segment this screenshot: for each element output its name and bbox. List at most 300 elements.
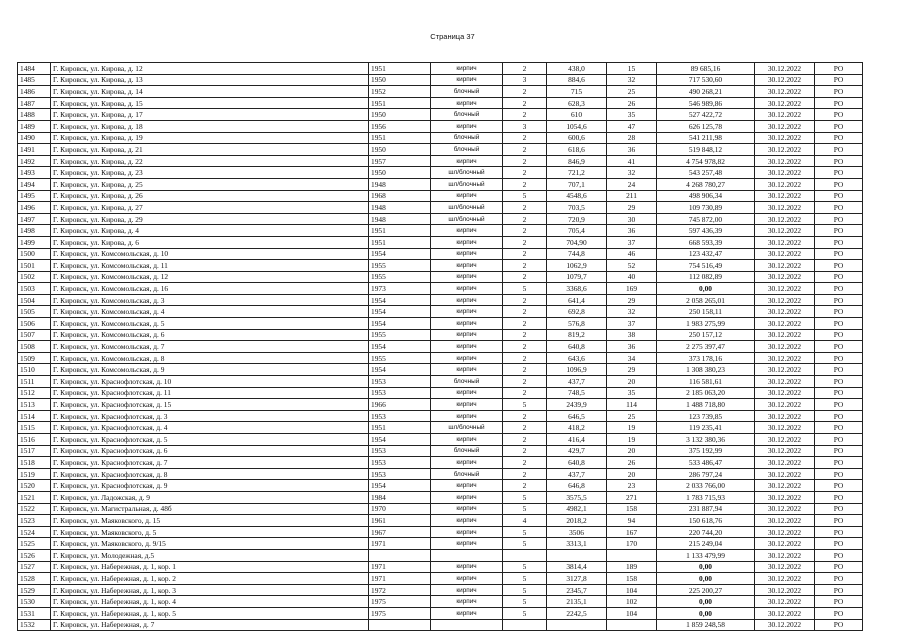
- method-cell: РО: [815, 144, 863, 156]
- address-cell: Г. Кировск, ул. Кирова, д. 26: [51, 190, 369, 202]
- apartments-cell: 32: [607, 74, 657, 86]
- row-number-cell: 1494: [18, 178, 51, 190]
- date-cell: 30.12.2022: [755, 109, 815, 121]
- date-cell: 30.12.2022: [755, 306, 815, 318]
- year-built-cell: 1948: [369, 178, 431, 190]
- method-cell: РО: [815, 155, 863, 167]
- apartments-cell: 19: [607, 434, 657, 446]
- row-number-cell: 1521: [18, 491, 51, 503]
- area-cell: 2439,9: [547, 399, 607, 411]
- wall-material-cell: кирпич: [431, 457, 503, 469]
- table-row: [18, 132, 863, 144]
- wall-material-cell: кирпич: [431, 236, 503, 248]
- row-number-cell: 1513: [18, 399, 51, 411]
- address-cell: Г. Кировск, ул. Кирова, д. 22: [51, 155, 369, 167]
- row-number-cell: 1527: [18, 561, 51, 573]
- cost-cell: 0,00: [657, 596, 755, 608]
- address-cell: Г. Кировск, ул. Краснофлотская, д. 6: [51, 445, 369, 457]
- year-built-cell: 1955: [369, 329, 431, 341]
- method-cell: РО: [815, 468, 863, 480]
- year-built-cell: 1948: [369, 213, 431, 225]
- address-cell: Г. Кировск, ул. Краснофлотская, д. 9: [51, 480, 369, 492]
- date-cell: 30.12.2022: [755, 352, 815, 364]
- row-number-cell: 1496: [18, 202, 51, 214]
- address-cell: Г. Кировск, ул. Краснофлотская, д. 3: [51, 410, 369, 422]
- area-cell: 418,2: [547, 422, 607, 434]
- cost-cell: 89 685,16: [657, 63, 755, 75]
- date-cell: 30.12.2022: [755, 271, 815, 283]
- cost-cell: 668 593,39: [657, 236, 755, 248]
- date-cell: 30.12.2022: [755, 457, 815, 469]
- area-cell: 707,1: [547, 178, 607, 190]
- table-row: [18, 422, 863, 434]
- method-cell: РО: [815, 120, 863, 132]
- address-cell: Г. Кировск, ул. Краснофлотская, д. 5: [51, 434, 369, 446]
- table-row: [18, 457, 863, 469]
- row-number-cell: 1506: [18, 318, 51, 330]
- date-cell: 30.12.2022: [755, 329, 815, 341]
- wall-material-cell: блочный: [431, 376, 503, 388]
- area-cell: 4982,1: [547, 503, 607, 515]
- address-cell: Г. Кировск, ул. Набережная, д. 1, кор. 2: [51, 573, 369, 585]
- year-built-cell: 1951: [369, 422, 431, 434]
- cost-cell: 0,00: [657, 561, 755, 573]
- wall-material-cell: шл/блочный: [431, 422, 503, 434]
- method-cell: РО: [815, 318, 863, 330]
- floors-cell: 2: [503, 445, 547, 457]
- date-cell: 30.12.2022: [755, 376, 815, 388]
- date-cell: 30.12.2022: [755, 213, 815, 225]
- area-cell: 720,9: [547, 213, 607, 225]
- date-cell: 30.12.2022: [755, 190, 815, 202]
- apartments-cell: 104: [607, 584, 657, 596]
- date-cell: 30.12.2022: [755, 434, 815, 446]
- year-built-cell: 1971: [369, 561, 431, 573]
- address-cell: Г. Кировск, ул. Магистральная, д. 48б: [51, 503, 369, 515]
- floors-cell: [503, 549, 547, 561]
- method-cell: РО: [815, 225, 863, 237]
- table-row: [18, 236, 863, 248]
- cost-cell: 3 132 380,36: [657, 434, 755, 446]
- wall-material-cell: блочный: [431, 468, 503, 480]
- wall-material-cell: кирпич: [431, 410, 503, 422]
- row-number-cell: 1500: [18, 248, 51, 260]
- wall-material-cell: шл/блочный: [431, 167, 503, 179]
- address-cell: Г. Кировск, ул. Кирова, д. 18: [51, 120, 369, 132]
- table-row: [18, 225, 863, 237]
- apartments-cell: [607, 619, 657, 631]
- apartments-cell: 35: [607, 387, 657, 399]
- method-cell: РО: [815, 167, 863, 179]
- date-cell: 30.12.2022: [755, 561, 815, 573]
- method-cell: РО: [815, 399, 863, 411]
- wall-material-cell: кирпич: [431, 503, 503, 515]
- date-cell: 30.12.2022: [755, 283, 815, 295]
- apartments-cell: 52: [607, 260, 657, 272]
- row-number-cell: 1523: [18, 515, 51, 527]
- wall-material-cell: кирпич: [431, 341, 503, 353]
- cost-cell: 1 488 718,80: [657, 399, 755, 411]
- address-cell: Г. Кировск, ул. Комсомольская, д. 11: [51, 260, 369, 272]
- year-built-cell: 1952: [369, 86, 431, 98]
- address-cell: Г. Кировск, ул. Комсомольская, д. 7: [51, 341, 369, 353]
- floors-cell: 2: [503, 260, 547, 272]
- row-number-cell: 1529: [18, 584, 51, 596]
- area-cell: 2135,1: [547, 596, 607, 608]
- table-row: [18, 213, 863, 225]
- date-cell: 30.12.2022: [755, 468, 815, 480]
- apartments-cell: 32: [607, 167, 657, 179]
- method-cell: РО: [815, 619, 863, 631]
- apartments-cell: 40: [607, 271, 657, 283]
- apartments-cell: [607, 549, 657, 561]
- floors-cell: 5: [503, 399, 547, 411]
- table-row: [18, 503, 863, 515]
- area-cell: 3368,6: [547, 283, 607, 295]
- address-cell: Г. Кировск, ул. Комсомольская, д. 9: [51, 364, 369, 376]
- cost-cell: 375 192,99: [657, 445, 755, 457]
- area-cell: 646,8: [547, 480, 607, 492]
- apartments-cell: 37: [607, 236, 657, 248]
- floors-cell: 2: [503, 225, 547, 237]
- floors-cell: 2: [503, 236, 547, 248]
- address-cell: Г. Кировск, ул. Маяковского, д. 9/15: [51, 538, 369, 550]
- row-number-cell: 1510: [18, 364, 51, 376]
- date-cell: 30.12.2022: [755, 236, 815, 248]
- apartments-cell: 30: [607, 213, 657, 225]
- date-cell: 30.12.2022: [755, 619, 815, 631]
- floors-cell: 2: [503, 271, 547, 283]
- address-cell: Г. Кировск, ул. Набережная, д. 7: [51, 619, 369, 631]
- cost-cell: 2 185 063,20: [657, 387, 755, 399]
- wall-material-cell: кирпич: [431, 561, 503, 573]
- cost-cell: 1 133 479,99: [657, 549, 755, 561]
- row-number-cell: 1497: [18, 213, 51, 225]
- address-cell: Г. Кировск, ул. Краснофлотская, д. 15: [51, 399, 369, 411]
- address-cell: Г. Кировск, ул. Кирова, д. 13: [51, 74, 369, 86]
- area-cell: 1062,9: [547, 260, 607, 272]
- wall-material-cell: кирпич: [431, 97, 503, 109]
- floors-cell: 2: [503, 341, 547, 353]
- method-cell: РО: [815, 202, 863, 214]
- area-cell: 437,7: [547, 468, 607, 480]
- date-cell: 30.12.2022: [755, 410, 815, 422]
- area-cell: 643,6: [547, 352, 607, 364]
- method-cell: РО: [815, 132, 863, 144]
- area-cell: 819,2: [547, 329, 607, 341]
- wall-material-cell: кирпич: [431, 491, 503, 503]
- cost-cell: 250 158,11: [657, 306, 755, 318]
- address-cell: Г. Кировск, ул. Краснофлотская, д. 10: [51, 376, 369, 388]
- cost-cell: 543 257,48: [657, 167, 755, 179]
- address-cell: Г. Кировск, ул. Ладожская, д. 9: [51, 491, 369, 503]
- floors-cell: 2: [503, 132, 547, 144]
- row-number-cell: 1511: [18, 376, 51, 388]
- wall-material-cell: кирпич: [431, 155, 503, 167]
- row-number-cell: 1502: [18, 271, 51, 283]
- method-cell: РО: [815, 86, 863, 98]
- table-row: [18, 491, 863, 503]
- year-built-cell: 1953: [369, 410, 431, 422]
- table-row: [18, 573, 863, 585]
- method-cell: РО: [815, 596, 863, 608]
- floors-cell: 2: [503, 248, 547, 260]
- method-cell: РО: [815, 74, 863, 86]
- wall-material-cell: кирпич: [431, 399, 503, 411]
- year-built-cell: 1953: [369, 387, 431, 399]
- wall-material-cell: кирпич: [431, 596, 503, 608]
- row-number-cell: 1501: [18, 260, 51, 272]
- method-cell: РО: [815, 63, 863, 75]
- address-cell: Г. Кировск, ул. Кирова, д. 25: [51, 178, 369, 190]
- floors-cell: 3: [503, 120, 547, 132]
- area-cell: 4548,6: [547, 190, 607, 202]
- cost-cell: 116 581,61: [657, 376, 755, 388]
- wall-material-cell: кирпич: [431, 294, 503, 306]
- area-cell: 3575,5: [547, 491, 607, 503]
- area-cell: 1079,7: [547, 271, 607, 283]
- date-cell: 30.12.2022: [755, 445, 815, 457]
- row-number-cell: 1508: [18, 341, 51, 353]
- table-row: [18, 387, 863, 399]
- address-cell: Г. Кировск, ул. Комсомольская, д. 16: [51, 283, 369, 295]
- wall-material-cell: кирпич: [431, 248, 503, 260]
- wall-material-cell: кирпич: [431, 190, 503, 202]
- method-cell: РО: [815, 515, 863, 527]
- apartments-cell: 20: [607, 468, 657, 480]
- apartments-cell: 28: [607, 132, 657, 144]
- cost-cell: 4 268 780,27: [657, 178, 755, 190]
- address-cell: Г. Кировск, ул. Маяковского, д. 15: [51, 515, 369, 527]
- row-number-cell: 1498: [18, 225, 51, 237]
- year-built-cell: 1951: [369, 63, 431, 75]
- table-row: [18, 549, 863, 561]
- row-number-cell: 1491: [18, 144, 51, 156]
- cost-cell: 1 859 248,58: [657, 619, 755, 631]
- apartments-cell: 35: [607, 109, 657, 121]
- year-built-cell: 1953: [369, 376, 431, 388]
- date-cell: 30.12.2022: [755, 526, 815, 538]
- area-cell: 3506: [547, 526, 607, 538]
- date-cell: 30.12.2022: [755, 607, 815, 619]
- apartments-cell: 15: [607, 63, 657, 75]
- address-cell: Г. Кировск, ул. Комсомольская, д. 12: [51, 271, 369, 283]
- date-cell: 30.12.2022: [755, 364, 815, 376]
- apartments-cell: 169: [607, 283, 657, 295]
- date-cell: 30.12.2022: [755, 584, 815, 596]
- wall-material-cell: кирпич: [431, 318, 503, 330]
- cost-cell: 1 308 380,23: [657, 364, 755, 376]
- apartments-cell: 23: [607, 480, 657, 492]
- wall-material-cell: кирпич: [431, 271, 503, 283]
- cost-cell: 541 211,98: [657, 132, 755, 144]
- cost-cell: 286 797,24: [657, 468, 755, 480]
- wall-material-cell: блочный: [431, 132, 503, 144]
- method-cell: РО: [815, 283, 863, 295]
- table-row: [18, 318, 863, 330]
- table-body: [18, 63, 863, 631]
- floors-cell: 5: [503, 573, 547, 585]
- date-cell: 30.12.2022: [755, 248, 815, 260]
- apartments-cell: 94: [607, 515, 657, 527]
- cost-cell: 717 530,60: [657, 74, 755, 86]
- date-cell: 30.12.2022: [755, 120, 815, 132]
- year-built-cell: 1950: [369, 144, 431, 156]
- wall-material-cell: блочный: [431, 86, 503, 98]
- date-cell: 30.12.2022: [755, 538, 815, 550]
- wall-material-cell: кирпич: [431, 283, 503, 295]
- method-cell: РО: [815, 260, 863, 272]
- date-cell: 30.12.2022: [755, 596, 815, 608]
- date-cell: 30.12.2022: [755, 399, 815, 411]
- date-cell: 30.12.2022: [755, 549, 815, 561]
- year-built-cell: 1966: [369, 399, 431, 411]
- row-number-cell: 1487: [18, 97, 51, 109]
- method-cell: РО: [815, 329, 863, 341]
- row-number-cell: 1519: [18, 468, 51, 480]
- area-cell: 618,6: [547, 144, 607, 156]
- year-built-cell: 1956: [369, 120, 431, 132]
- area-cell: 628,3: [547, 97, 607, 109]
- table-row: [18, 144, 863, 156]
- area-cell: 429,7: [547, 445, 607, 457]
- method-cell: РО: [815, 457, 863, 469]
- method-cell: РО: [815, 538, 863, 550]
- wall-material-cell: кирпич: [431, 573, 503, 585]
- apartments-cell: 24: [607, 178, 657, 190]
- cost-cell: 4 754 978,82: [657, 155, 755, 167]
- table-row: [18, 584, 863, 596]
- date-cell: 30.12.2022: [755, 86, 815, 98]
- table-row: [18, 329, 863, 341]
- address-cell: Г. Кировск, ул. Комсомольская, д. 4: [51, 306, 369, 318]
- cost-cell: 597 436,39: [657, 225, 755, 237]
- address-cell: Г. Кировск, ул. Комсомольская, д. 8: [51, 352, 369, 364]
- housing-registry-table: [17, 62, 863, 631]
- floors-cell: 5: [503, 584, 547, 596]
- area-cell: 640,8: [547, 457, 607, 469]
- date-cell: 30.12.2022: [755, 167, 815, 179]
- address-cell: Г. Кировск, ул. Комсомольская, д. 6: [51, 329, 369, 341]
- year-built-cell: [369, 619, 431, 631]
- method-cell: РО: [815, 109, 863, 121]
- address-cell: Г. Кировск, ул. Кирова, д. 29: [51, 213, 369, 225]
- apartments-cell: 114: [607, 399, 657, 411]
- year-built-cell: 1957: [369, 155, 431, 167]
- year-built-cell: 1954: [369, 306, 431, 318]
- method-cell: РО: [815, 213, 863, 225]
- method-cell: РО: [815, 364, 863, 376]
- floors-cell: 2: [503, 109, 547, 121]
- address-cell: Г. Кировск, ул. Кирова, д. 4: [51, 225, 369, 237]
- apartments-cell: 211: [607, 190, 657, 202]
- address-cell: Г. Кировск, ул. Набережная, д. 1, кор. 3: [51, 584, 369, 596]
- row-number-cell: 1531: [18, 607, 51, 619]
- apartments-cell: 271: [607, 491, 657, 503]
- method-cell: РО: [815, 294, 863, 306]
- cost-cell: 112 082,89: [657, 271, 755, 283]
- method-cell: РО: [815, 271, 863, 283]
- table-row: [18, 352, 863, 364]
- area-cell: 646,5: [547, 410, 607, 422]
- cost-cell: 1 983 275,99: [657, 318, 755, 330]
- method-cell: РО: [815, 561, 863, 573]
- method-cell: РО: [815, 584, 863, 596]
- year-built-cell: 1961: [369, 515, 431, 527]
- row-number-cell: 1484: [18, 63, 51, 75]
- table-row: [18, 178, 863, 190]
- area-cell: 715: [547, 86, 607, 98]
- cost-cell: 527 422,72: [657, 109, 755, 121]
- cost-cell: 0,00: [657, 607, 755, 619]
- table-row: [18, 607, 863, 619]
- cost-cell: 2 058 265,01: [657, 294, 755, 306]
- year-built-cell: 1954: [369, 480, 431, 492]
- year-built-cell: 1955: [369, 352, 431, 364]
- area-cell: 3814,4: [547, 561, 607, 573]
- address-cell: Г. Кировск, ул. Комсомольская, д. 5: [51, 318, 369, 330]
- table-row: [18, 468, 863, 480]
- wall-material-cell: кирпич: [431, 480, 503, 492]
- cost-cell: 519 848,12: [657, 144, 755, 156]
- method-cell: РО: [815, 573, 863, 585]
- year-built-cell: 1972: [369, 584, 431, 596]
- date-cell: 30.12.2022: [755, 202, 815, 214]
- method-cell: РО: [815, 480, 863, 492]
- wall-material-cell: кирпич: [431, 120, 503, 132]
- year-built-cell: 1975: [369, 596, 431, 608]
- wall-material-cell: кирпич: [431, 260, 503, 272]
- method-cell: РО: [815, 306, 863, 318]
- table-row: [18, 63, 863, 75]
- wall-material-cell: [431, 619, 503, 631]
- date-cell: 30.12.2022: [755, 480, 815, 492]
- row-number-cell: 1493: [18, 167, 51, 179]
- row-number-cell: 1486: [18, 86, 51, 98]
- method-cell: РО: [815, 607, 863, 619]
- address-cell: Г. Кировск, ул. Комсомольская, д. 3: [51, 294, 369, 306]
- method-cell: РО: [815, 434, 863, 446]
- row-number-cell: 1517: [18, 445, 51, 457]
- wall-material-cell: кирпич: [431, 607, 503, 619]
- area-cell: 3313,1: [547, 538, 607, 550]
- wall-material-cell: кирпич: [431, 515, 503, 527]
- year-built-cell: 1970: [369, 503, 431, 515]
- apartments-cell: 47: [607, 120, 657, 132]
- floors-cell: 2: [503, 387, 547, 399]
- row-number-cell: 1522: [18, 503, 51, 515]
- address-cell: Г. Кировск, ул. Кирова, д. 6: [51, 236, 369, 248]
- floors-cell: 2: [503, 144, 547, 156]
- wall-material-cell: кирпич: [431, 352, 503, 364]
- year-built-cell: 1955: [369, 271, 431, 283]
- address-cell: Г. Кировск, ул. Маяковского, д. 5: [51, 526, 369, 538]
- method-cell: РО: [815, 352, 863, 364]
- wall-material-cell: кирпич: [431, 306, 503, 318]
- wall-material-cell: кирпич: [431, 63, 503, 75]
- method-cell: РО: [815, 549, 863, 561]
- apartments-cell: 36: [607, 225, 657, 237]
- area-cell: 744,8: [547, 248, 607, 260]
- wall-material-cell: кирпич: [431, 74, 503, 86]
- area-cell: 721,2: [547, 167, 607, 179]
- table-row: [18, 376, 863, 388]
- row-number-cell: 1489: [18, 120, 51, 132]
- floors-cell: 2: [503, 213, 547, 225]
- floors-cell: 2: [503, 329, 547, 341]
- wall-material-cell: блочный: [431, 445, 503, 457]
- floors-cell: 4: [503, 515, 547, 527]
